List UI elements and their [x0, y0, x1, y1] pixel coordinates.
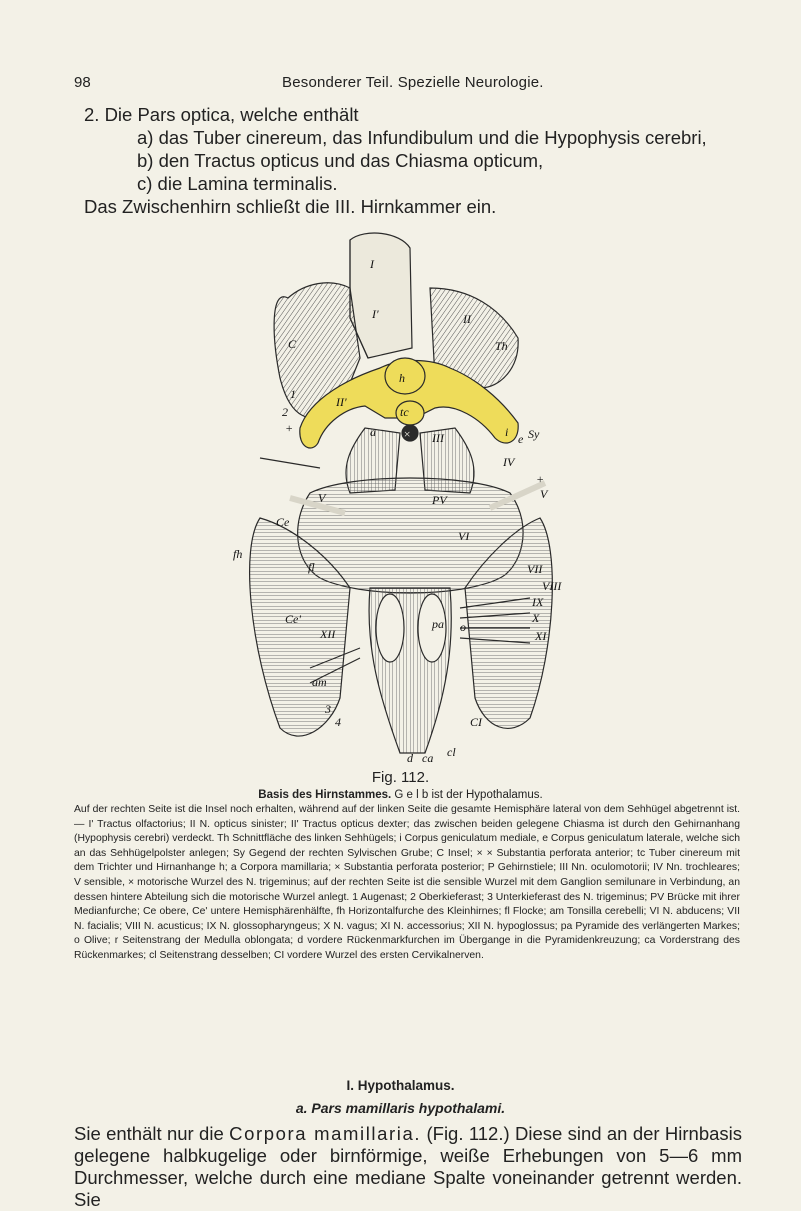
label-e: e: [518, 432, 524, 446]
label-IX: IX: [532, 595, 544, 609]
hypophysis: [385, 358, 425, 394]
label-Cep: Ce': [285, 612, 301, 626]
label-V-left: V: [318, 491, 326, 505]
brainstem-drawing: [200, 228, 595, 764]
label-h: h: [399, 371, 405, 385]
section-heading: I. Hypothalamus.: [346, 1078, 455, 1093]
label-II: II: [463, 312, 471, 326]
label-Th: Th: [495, 339, 508, 353]
label-1: 1: [290, 387, 296, 401]
label-XII: XII: [320, 627, 336, 641]
caption-title-rest: G e l b ist der Hypothalamus.: [394, 789, 543, 801]
label-plus-right: +: [536, 472, 545, 486]
intro-item-c: c) die Lamina terminalis.: [137, 173, 338, 194]
label-i: i: [505, 425, 509, 439]
caption-title-bold: Basis des Hirnstammes.: [258, 789, 392, 801]
body-text-rest: (Fig. 112.) Diese sind an der Hirnbasis gelegene halbkugelige oder birnförmige, weiße Erhebungen von 5—6 mm Durchmesser, welche durch eine mediane Spalte voneinander getrennt werden. Sie: [74, 1123, 743, 1210]
page-number: 98: [74, 74, 91, 91]
label-a: a: [370, 425, 376, 439]
intro-line: 2. Die Pars optica, welche enthält: [84, 104, 359, 125]
label-VIII: VIII: [542, 579, 562, 593]
label-VI: VI: [458, 529, 470, 543]
label-XI: XI: [535, 629, 547, 643]
intro-list: [84, 103, 744, 218]
label-I: I: [370, 257, 374, 271]
label-x: ×: [403, 427, 412, 441]
caption-text: Auf der rechten Seite ist die Insel noch erhalten, während auf der linken Seite die gesamte Hemisphäre lateral von dem Sehhügel abgetrennt ist. — I' Tractus olfactorius; II N. opticus sinister; II' Tractus opticus dexter; das zwischen beiden gelegene Chiasma ist durch den Gehirnanhang (Hypophysis cerebri) verdeckt. Th Schnittfläche des linken Sehhügels; i Corpus geniculatum mediale, e Corpus geniculatum laterale, welche sich an das Sehhügelpolster anlegen; Sy Gegend der rechten Sylvischen Grube; C Insel; × × Substantia perforata anterior; tc Tuber cinereum mit dem Trichter und Hirnanhange h; a Corpora mamillaria; × Substantia perforata posterior; P Gehirnstiele; III Nn. oculomotorii; IV Nn. trochleares; V sensible, × motorische Wurzel des N. trigeminus; auf der rechten Seite ist die sensible Wurzel mit dem Ganglion semilunare in Verbindung, an dessen hintere Abteilung sich die motorische Wurzel anlegt. 1 Augenast; 2 Oberkieferast; 3 Unterkieferast des N. trigeminus; PV Brücke mit ihrer Medianfurche; Ce obere, Ce' untere Hemisphärenhälfte, fh Horizontalfurche des Kleinhirnes; fl Flocke; am Tonsilla cerebelli; VI N. abducens; VII N. facialis; VIII N. acusticus; IX N. glossopharyngeus; X N. vagus; XI N. accessorius; XII N. hypoglossus; pa Pyramide des verlängerten Markes; o Olive; r Seitenstrang der Medulla oblongata; d vordere Rückenmarkfurchen im Übergange in die Pyramidenkreuzung; ca Vorderstrang des Rückenmarkes; cl Seitenstrang desselben; CI vordere Wurzel des ersten Cervikalnerven.: [74, 804, 740, 961]
intro-item-a: a) das Tuber cinereum, das Infundibulum und die Hypophysis cerebri,: [137, 127, 707, 148]
intro-item-b: b) den Tractus opticus und das Chiasma opticum,: [137, 150, 544, 171]
body-paragraph: [74, 1123, 742, 1211]
caption-title: [0, 789, 801, 801]
label-V-right: V: [540, 487, 548, 501]
label-Sy: Sy: [528, 427, 540, 441]
body-term-corpora-mamillaria: Corpora mamillaria.: [229, 1123, 422, 1144]
label-cl: cl: [447, 745, 456, 759]
label-C: C: [288, 337, 297, 351]
brainstem-illustration: [200, 228, 595, 764]
body-text-start: Sie enthält nur die: [74, 1123, 224, 1144]
label-CI: CI: [470, 715, 482, 729]
label-o: o: [460, 620, 466, 634]
label-IV: IV: [503, 455, 515, 469]
intro-summary: Das Zwischenhirn schließt die III. Hirnkammer ein.: [84, 196, 497, 217]
label-3: 3: [325, 702, 331, 716]
label-Ip: I': [372, 307, 379, 321]
label-pa: pa: [432, 617, 444, 631]
page-header: [0, 74, 801, 94]
label-fh: fh: [233, 547, 243, 561]
label-tc: tc: [400, 405, 409, 419]
label-IIp: II': [336, 395, 347, 409]
label-PV: PV: [432, 493, 447, 507]
label-4: 4: [335, 715, 341, 729]
label-fl: fl: [308, 560, 315, 574]
label-Ce: Ce: [276, 515, 290, 529]
label-ca: ca: [422, 751, 434, 764]
figure-number: Fig. 112.: [371, 769, 430, 786]
label-2: 2: [282, 405, 288, 419]
label-III: III: [432, 431, 444, 445]
label-X: X: [532, 611, 540, 625]
label-plus-left: +: [285, 421, 294, 435]
label-am: am: [312, 675, 327, 689]
running-head: Besonderer Teil. Spezielle Neurologie.: [282, 74, 544, 91]
subsection-heading: a. Pars mamillaris hypothalami.: [295, 1100, 506, 1116]
label-VII: VII: [527, 562, 543, 576]
label-d: d: [407, 751, 413, 764]
